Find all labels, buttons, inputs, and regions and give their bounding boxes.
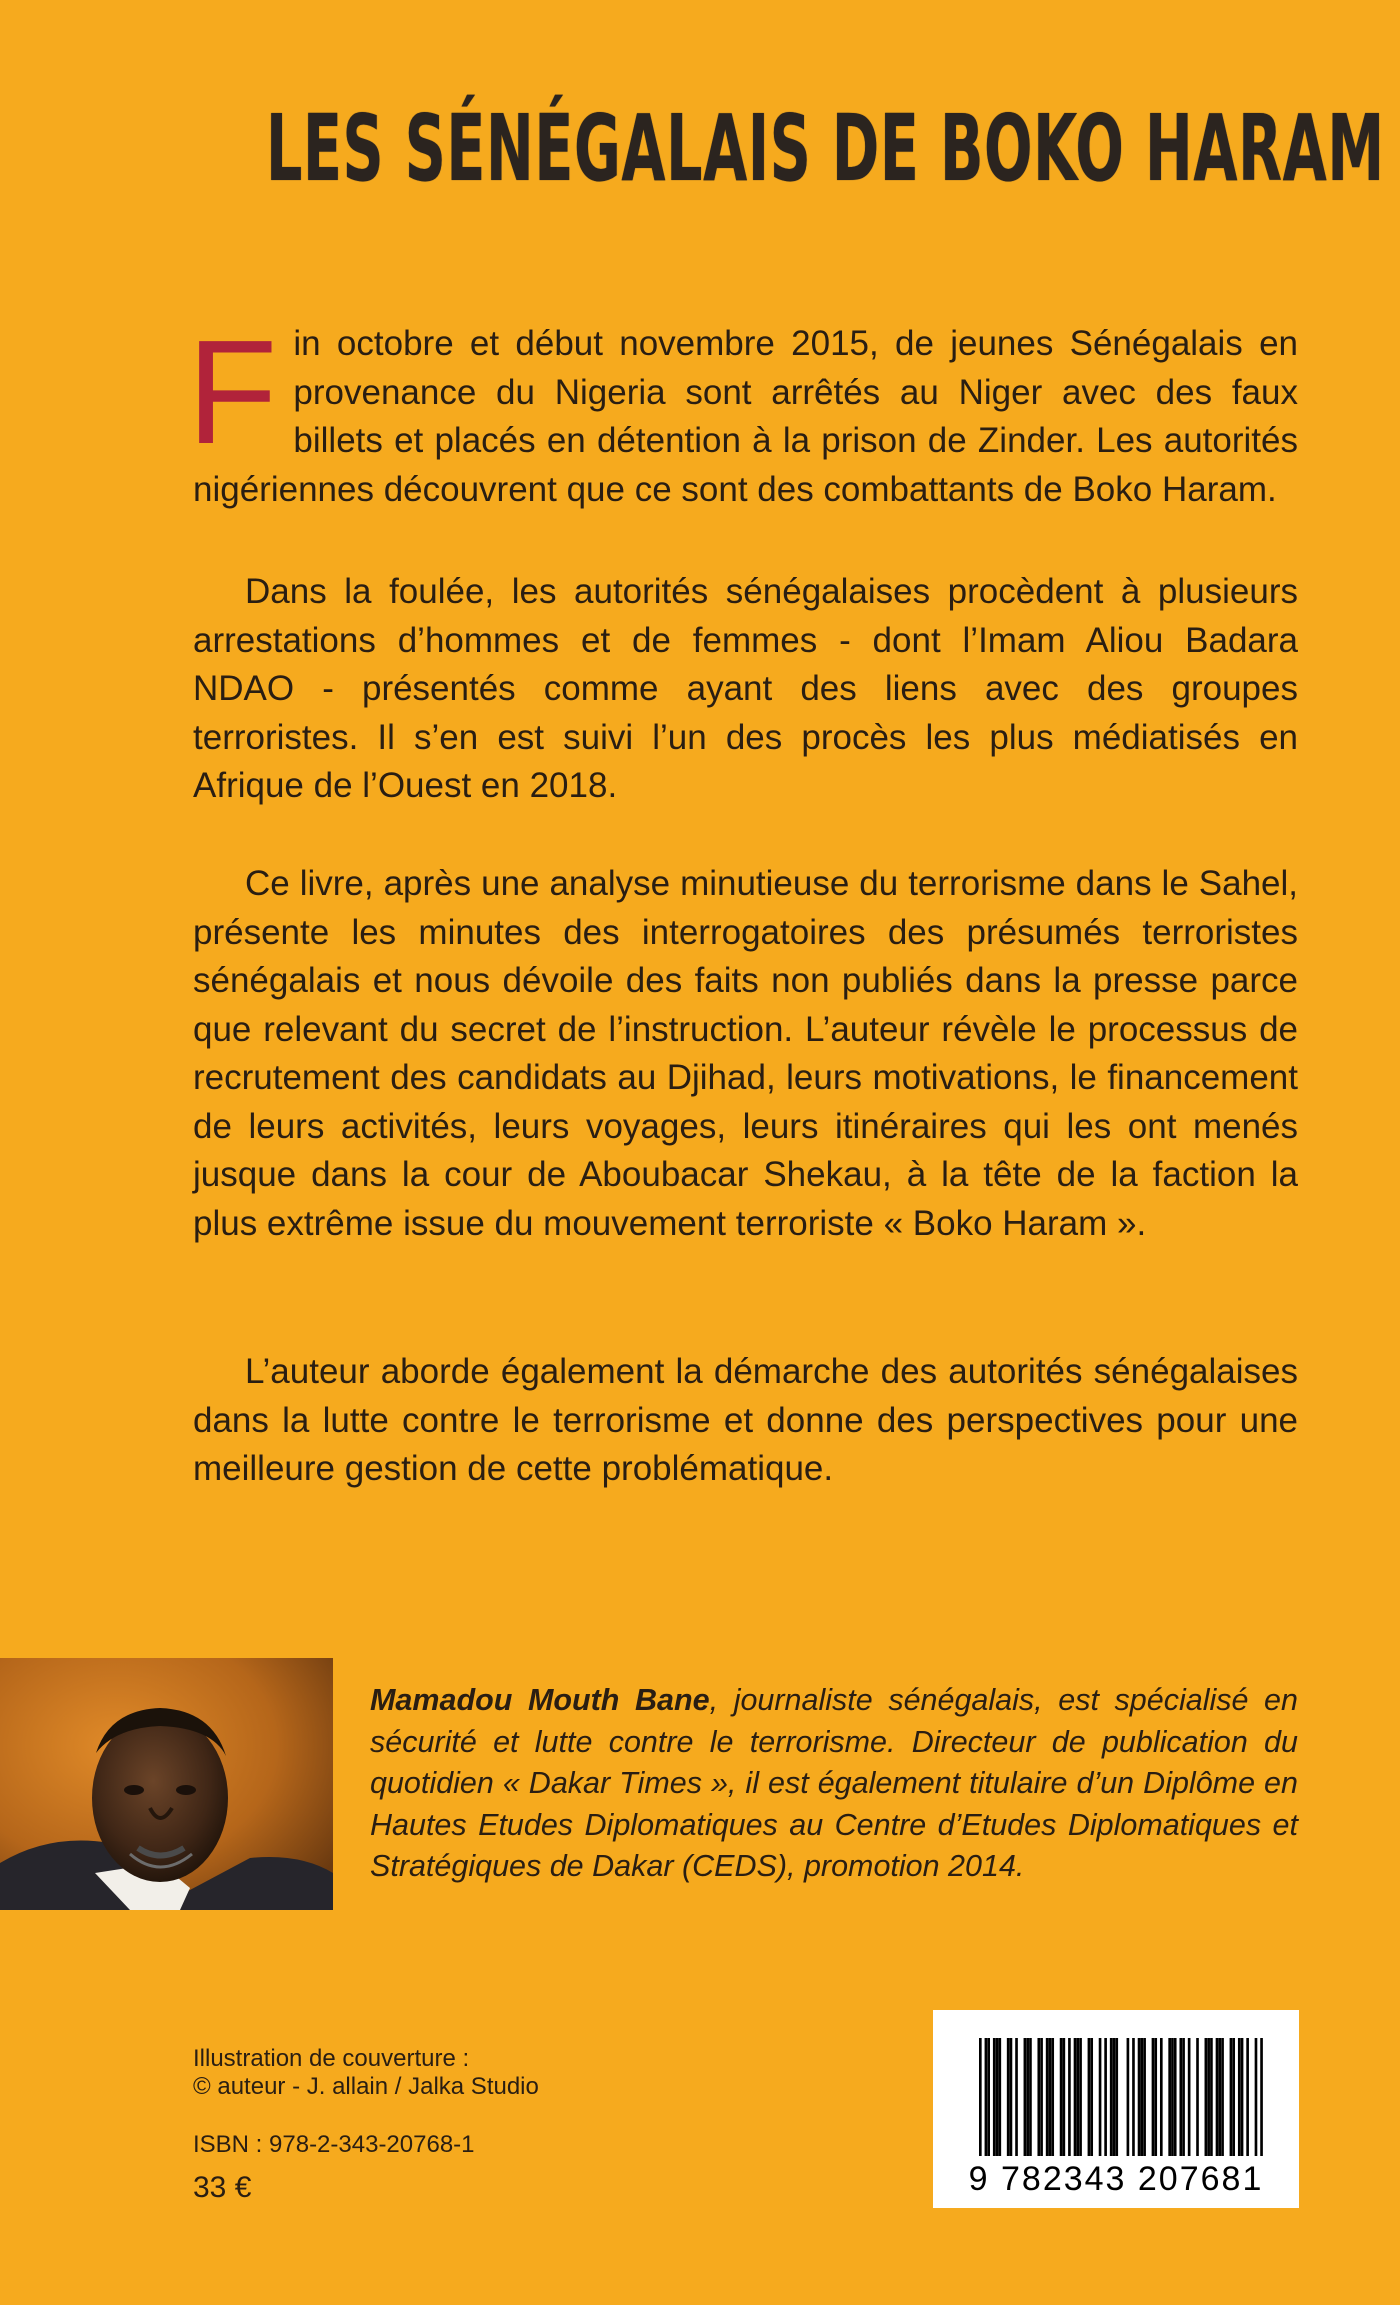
barcode-bar	[1063, 2038, 1066, 2156]
barcode-bar	[1143, 2038, 1146, 2156]
book-summary-paragraph: Ce livre, après une analyse minutieuse du terrorisme dans le Sahel, présente les minutes des interrogatoires des présumés terroristes sénégalais et nous dévoile des faits non publiés dans la presse parce que relevant du secret de l’instruction. L’auteur révèle le processus de recrutement des candidats au Djihad, leurs motivations, le financement de leurs activités, leurs voyages, leurs itinéraires qui les ont menés jusque dans la cour de Aboubacar Shekau, à la tête de la faction la plus extrême issue du mouvement terroriste « Boko Haram ».	[193, 864, 1298, 1243]
conclusion-paragraph: L’auteur aborde également la démarche des autorités sénégalaises dans la lutte contre le terrorisme et donne des perspectives pour une meilleure gestion de cette problématique.	[193, 1352, 1298, 1488]
barcode-bar	[1246, 2038, 1249, 2156]
barcode-bar	[1088, 2038, 1091, 2156]
barcode-bar	[1174, 2038, 1177, 2156]
barcode-bar	[985, 2038, 988, 2156]
author-bio	[370, 1680, 1298, 1888]
barcode-bar	[1221, 2038, 1224, 2156]
author-portrait-image	[0, 1658, 333, 1910]
barcode-bar	[1182, 2038, 1185, 2156]
barcode	[933, 2010, 1299, 2208]
barcode-bar	[1207, 2038, 1210, 2156]
barcode-bar	[1218, 2038, 1221, 2156]
barcode-bar	[1196, 2038, 1199, 2156]
author-photo	[0, 1658, 333, 1910]
barcode-bar	[1115, 2038, 1118, 2156]
barcode-bar	[1188, 2038, 1191, 2156]
barcode-bar	[1026, 2038, 1029, 2156]
barcode-bar	[1090, 2038, 1093, 2156]
barcode-bar	[1049, 2038, 1052, 2156]
barcode-bar	[1007, 2038, 1010, 2156]
barcode-bar	[1168, 2038, 1171, 2156]
author-name: Mamadou Mouth Bane	[370, 1683, 710, 1717]
barcode-bar	[1255, 2038, 1258, 2156]
barcode-bar	[996, 2038, 999, 2156]
drop-cap: F	[187, 310, 278, 475]
barcode-bar	[1179, 2038, 1182, 2156]
barcode-bar	[1024, 2038, 1027, 2156]
barcode-bar	[1010, 2038, 1013, 2156]
intro-paragraph-text: in octobre et début novembre 2015, de jeunes Sénégalais en provenance du Nigeria sont arrêtés au Niger avec des faux billets et placés en détention à la prison de Zinder. Les autorités nigériennes découvrent que ce sont des combattants de Boko Haram.	[193, 324, 1298, 509]
barcode-bar	[1079, 2038, 1082, 2156]
barcode-bar	[1171, 2038, 1174, 2156]
barcode-bar	[1138, 2038, 1141, 2156]
intro-paragraph	[187, 310, 1298, 514]
barcode-bar	[1230, 2038, 1233, 2156]
barcode-bar	[1216, 2038, 1219, 2156]
book-title: LES SÉNÉGALAIS DE BOKO HARAM	[266, 95, 1385, 202]
barcode-bar	[1140, 2038, 1143, 2156]
barcode-bar	[1037, 2038, 1040, 2156]
barcode-bar	[1152, 2038, 1155, 2156]
barcode-bar	[987, 2038, 990, 2156]
barcode-bar	[1068, 2038, 1071, 2156]
barcode-bar	[1104, 2038, 1107, 2156]
barcode-bar	[1160, 2038, 1163, 2156]
author-bio-text: , journaliste sénégalais, est spécialisé en sécurité et lutte contre le terrorisme. Directeur de publication du quotidien « Dakar Times », il est également titulaire d’un Diplôme en Hautes Etudes Diplomatiques au Centre d’Etudes Diplomatiques et Stratégiques de Dakar (CEDS), promotion 2014.	[370, 1683, 1298, 1883]
barcode-bar	[979, 2038, 982, 2156]
barcode-bar	[1210, 2038, 1213, 2156]
barcode-bar	[1040, 2038, 1043, 2156]
barcode-bar	[1076, 2038, 1079, 2156]
barcode-bar	[1238, 2038, 1241, 2156]
barcode-bar	[1074, 2038, 1077, 2156]
barcode-bar	[1232, 2038, 1235, 2156]
barcode-digits: 9 782343 207681	[968, 2160, 1264, 2198]
illustration-credits	[193, 2045, 539, 2101]
barcode-bar	[1260, 2038, 1263, 2156]
barcode-graphic	[933, 2010, 1299, 2208]
barcode-bar	[1113, 2038, 1116, 2156]
barcode-bar	[1127, 2038, 1130, 2156]
barcode-bar	[1205, 2038, 1208, 2156]
barcode-bar	[1154, 2038, 1157, 2156]
credits-label: Illustration de couverture :	[193, 2045, 470, 2072]
barcode-bar	[998, 2038, 1001, 2156]
isbn-number: ISBN : 978-2-343-20768-1	[193, 2131, 475, 2158]
barcode-bar	[1060, 2038, 1063, 2156]
barcode-bar	[1015, 2038, 1018, 2156]
barcode-bar	[1241, 2038, 1244, 2156]
barcode-bar	[1029, 2038, 1032, 2156]
barcode-bar	[1099, 2038, 1102, 2156]
barcode-bar	[993, 2038, 996, 2156]
barcode-bar	[1132, 2038, 1135, 2156]
barcode-bar	[1051, 2038, 1054, 2156]
barcode-bar	[1110, 2038, 1113, 2156]
price-label: 33 €	[193, 2171, 252, 2204]
arrests-paragraph: Dans la foulée, les autorités sénégalaises procèdent à plusieurs arrestations d’hommes et de femmes - dont l’Imam Aliou Badara NDAO - présentés comme ayant des liens avec des groupes terroristes. Il s’en est suivi l’un des procès les plus médiatisés en Afrique de l’Ouest en 2018.	[193, 572, 1298, 805]
credits-authors: © auteur - J. allain / Jalka Studio	[193, 2073, 539, 2100]
barcode-bar	[1046, 2038, 1049, 2156]
